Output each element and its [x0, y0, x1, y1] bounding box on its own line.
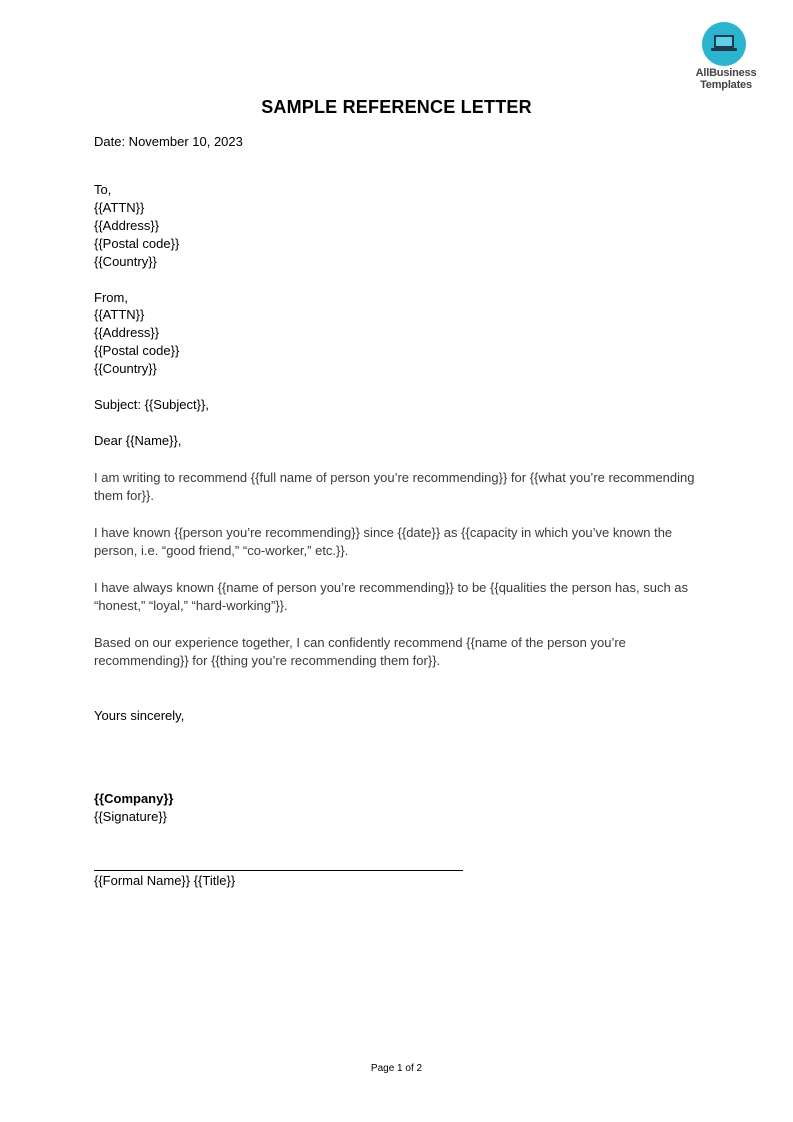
company-name: {{Company}}: [94, 791, 174, 806]
signature-line: [94, 870, 463, 871]
body-paragraph: I have always known {{name of person you’re recommending}} to be {{qualities the person has, such as “honest,” “loyal,” “hard-working”}}.: [94, 580, 689, 613]
from-country: {{Country}}: [94, 361, 157, 376]
from-label: From,: [94, 290, 128, 305]
allbusiness-templates-logo: [688, 22, 768, 94]
letter-title: SAMPLE REFERENCE LETTER: [261, 97, 532, 117]
formal-name-title: {{Formal Name}} {{Title}}: [94, 873, 236, 888]
logo-line-1: AllBusiness: [695, 67, 757, 79]
from-postal-code: {{Postal code}}: [94, 343, 180, 358]
to-attn: {{ATTN}}: [94, 200, 145, 215]
signature: {{Signature}}: [94, 809, 168, 824]
logo-text: [688, 67, 764, 91]
to-country: {{Country}}: [94, 254, 157, 269]
closing: Yours sincerely,: [94, 708, 185, 723]
logo-line-2: Templates: [700, 79, 752, 91]
laptop-icon: [710, 33, 738, 55]
logo-circle: [702, 22, 746, 66]
body-paragraph: Based on our experience together, I can confidently recommend {{name of the person you’re recommending}} for {{thing you’re recommending them for}}.: [94, 635, 626, 668]
body-paragraph: I am writing to recommend {{full name of person you’re recommending}} for {{what you’re recommending them for}}.: [94, 470, 695, 503]
to-address: {{Address}}: [94, 218, 160, 233]
to-label: To,: [94, 182, 112, 197]
from-address: {{Address}}: [94, 325, 160, 340]
to-postal-code: {{Postal code}}: [94, 236, 180, 251]
body-paragraph: I have known {{person you’re recommending}} since {{date}} as {{capacity in which you’ve known the person, i.e. “good friend,” “co-worker,” etc.}}.: [94, 525, 673, 558]
greeting: Dear {{Name}},: [94, 433, 182, 448]
page-number: Page 1 of 2: [370, 1063, 423, 1074]
subject-line: Subject: {{Subject}},: [94, 397, 209, 412]
from-attn: {{ATTN}}: [94, 307, 145, 322]
date-line: Date: November 10, 2023: [94, 134, 243, 149]
